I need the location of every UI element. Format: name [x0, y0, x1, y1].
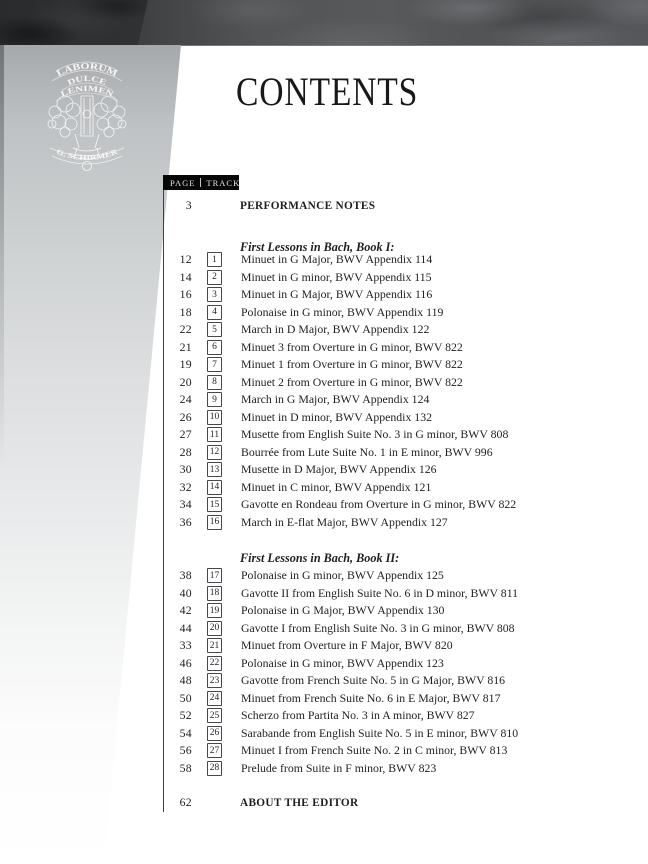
page-number: 42	[179, 603, 192, 618]
entry-title: March in G Major, BWV Appendix 124	[241, 392, 430, 407]
entry-title: Minuet in C minor, BWV Appendix 121	[241, 479, 432, 494]
track-number-box: 1	[207, 252, 222, 267]
page-number: 48	[179, 673, 192, 688]
page-number: 36	[179, 514, 192, 529]
entry-title: Bourrée from Lute Suite No. 1 in E minor, BWV 996	[241, 444, 493, 459]
entry-title: Musette from English Suite No. 3 in G minor, BWV 808	[241, 427, 509, 442]
track-number-box: 7	[207, 357, 222, 372]
logo-motto-word2: DULCE	[66, 73, 107, 88]
track-number-box: 11	[207, 427, 222, 442]
page-number: 22	[179, 322, 192, 337]
page-number: 62	[179, 795, 192, 810]
toc-entry	[163, 567, 583, 585]
page-track-header	[163, 175, 239, 190]
track-column-label: TRACK	[206, 177, 241, 188]
track-number-box: 15	[207, 497, 222, 512]
toc-entry	[163, 304, 583, 322]
toc-entry	[163, 690, 583, 708]
track-number-box: 22	[207, 656, 222, 671]
track-number-box: 9	[207, 392, 222, 407]
track-number-box: 12	[207, 445, 222, 460]
toc-entry	[163, 585, 583, 603]
track-number-box: 14	[207, 480, 222, 495]
page-number: 27	[179, 427, 192, 442]
entry-title: Minuet in D minor, BWV Appendix 132	[241, 409, 433, 424]
logo-motto-word3: LENIMEN	[59, 83, 113, 99]
toc-entry	[163, 742, 583, 760]
entry-title: Polonaise in G minor, BWV Appendix 119	[241, 304, 444, 319]
page-number: 44	[179, 620, 192, 635]
toc-entry	[163, 426, 583, 444]
toc-entry	[163, 251, 583, 269]
track-number-box: 4	[207, 305, 222, 320]
page-number: 26	[179, 409, 192, 424]
track-number-box: 24	[207, 691, 222, 706]
track-number-box: 21	[207, 638, 222, 653]
logo-motto-word1: LABORUM	[54, 60, 117, 79]
page-number: 18	[179, 304, 192, 319]
toc-entry	[163, 479, 583, 497]
svg-text:G. SCHIRMER	[55, 147, 119, 162]
toc-entry	[163, 655, 583, 673]
track-number-box: 18	[207, 586, 222, 601]
schirmer-crest-logo	[45, 54, 129, 172]
toc-entry	[163, 374, 583, 392]
page-number: 54	[179, 725, 192, 740]
page-number: 20	[179, 374, 192, 389]
track-number-box: 6	[207, 340, 222, 355]
entry-title: Prelude from Suite in F minor, BWV 823	[241, 760, 437, 775]
entry-title: Minuet 2 from Overture in G minor, BWV 822	[241, 374, 463, 389]
entry-title: Minuet 1 from Overture in G minor, BWV 822	[241, 357, 463, 372]
track-number-box: 25	[207, 708, 222, 723]
page-number: 3	[185, 198, 192, 213]
toc-entry	[163, 269, 583, 287]
entry-title: March in E-flat Major, BWV Appendix 127	[241, 514, 448, 529]
toc-entry	[163, 602, 583, 620]
toc-entry	[163, 409, 583, 427]
toc-entry	[163, 496, 583, 514]
page-number: 46	[179, 655, 192, 670]
track-number-box: 23	[207, 673, 222, 688]
about-editor-label: ABOUT THE EDITOR	[240, 796, 359, 809]
track-number-box: 28	[207, 761, 222, 776]
page-number: 40	[179, 585, 192, 600]
page-number: 38	[179, 568, 192, 583]
entry-title: Minuet from Overture in F Major, BWV 820	[241, 638, 453, 653]
performance-notes-label: PERFORMANCE NOTES	[240, 199, 376, 212]
entry-title: Minuet I from French Suite No. 2 in C minor, BWV 813	[241, 743, 508, 758]
front-matter-row	[163, 197, 583, 215]
toc-entry	[163, 444, 583, 462]
toc-entry	[163, 514, 583, 532]
toc-entry	[163, 637, 583, 655]
page-number: 52	[179, 708, 192, 723]
track-number-box: 5	[207, 322, 222, 337]
track-number-box: 16	[207, 515, 222, 530]
entry-title: Minuet 3 from Overture in G minor, BWV 822	[241, 339, 463, 354]
track-number-box: 3	[207, 287, 222, 302]
page-number: 14	[179, 269, 192, 284]
page-number: 56	[179, 743, 192, 758]
page-column-label: PAGE	[170, 177, 196, 188]
toc-entry	[163, 356, 583, 374]
track-number-box: 10	[207, 410, 222, 425]
book1-heading: First Lessons in Bach, Book I:	[240, 240, 395, 254]
entry-title: Gavotte I from English Suite No. 3 in G minor, BWV 808	[241, 620, 515, 635]
page-number: 33	[179, 638, 192, 653]
track-number-box: 27	[207, 743, 222, 758]
track-number-box: 2	[207, 270, 222, 285]
track-number-box: 20	[207, 621, 222, 636]
track-number-box: 13	[207, 462, 222, 477]
entry-title: Minuet in G Major, BWV Appendix 114	[241, 252, 433, 267]
book2-heading: First Lessons in Bach, Book II:	[240, 551, 400, 565]
track-number-box: 19	[207, 603, 222, 618]
logo-name: G. SCHIRMER	[55, 146, 118, 163]
toc-entry	[163, 707, 583, 725]
smoke-banner-dark-fold	[0, 0, 148, 45]
entry-title: Polonaise in G minor, BWV Appendix 123	[241, 655, 444, 670]
entry-title: Gavotte from French Suite No. 5 in G Major, BWV 816	[241, 673, 506, 688]
toc-entry	[163, 672, 583, 690]
toc-entry	[163, 339, 583, 357]
back-matter-row	[163, 794, 583, 812]
page-number: 24	[179, 392, 192, 407]
page-number: 21	[179, 339, 192, 354]
entry-title: Minuet in G minor, BWV Appendix 115	[241, 269, 432, 284]
page-number: 50	[179, 690, 192, 705]
toc-entry	[163, 620, 583, 638]
page-edge-shadow	[0, 45, 4, 465]
entry-title: Polonaise in G minor, BWV Appendix 125	[241, 568, 444, 583]
entry-title: Gavotte en Rondeau from Overture in G minor, BWV 822	[241, 497, 517, 512]
entry-title: March in D Major, BWV Appendix 122	[241, 322, 430, 337]
entry-title: Minuet in G Major, BWV Appendix 116	[241, 287, 433, 302]
page-number: 58	[179, 760, 192, 775]
page-number: 16	[179, 287, 192, 302]
entry-title: Minuet from French Suite No. 6 in E Major, BWV 817	[241, 690, 501, 705]
toc-entry	[163, 461, 583, 479]
page-title: CONTENTS	[236, 69, 419, 114]
page-number: 32	[179, 479, 192, 494]
crest-foliage	[48, 96, 126, 137]
page-number: 34	[179, 497, 192, 512]
toc-entry	[163, 760, 583, 778]
header-divider	[200, 178, 201, 187]
toc-entry	[163, 286, 583, 304]
entry-title: Scherzo from Partita No. 3 in A minor, BWV 827	[241, 708, 475, 723]
track-number-box: 26	[207, 726, 222, 741]
entry-title: Polonaise in G Major, BWV Appendix 130	[241, 603, 445, 618]
entry-title: Sarabande from English Suite No. 5 in E minor, BWV 810	[241, 725, 519, 740]
track-number-box: 17	[207, 568, 222, 583]
entry-title: Gavotte II from English Suite No. 6 in D minor, BWV 811	[241, 585, 519, 600]
toc-entry	[163, 391, 583, 409]
page-number: 30	[179, 462, 192, 477]
toc-entry	[163, 725, 583, 743]
crest-ornament	[83, 162, 92, 171]
page-number: 28	[179, 444, 192, 459]
page-number: 12	[179, 252, 192, 267]
book2-list	[163, 567, 583, 777]
toc-entry	[163, 321, 583, 339]
page-number: 19	[179, 357, 192, 372]
track-number-box: 8	[207, 375, 222, 390]
book1-list	[163, 251, 583, 531]
entry-title: Musette in D Major, BWV Appendix 126	[241, 462, 437, 477]
